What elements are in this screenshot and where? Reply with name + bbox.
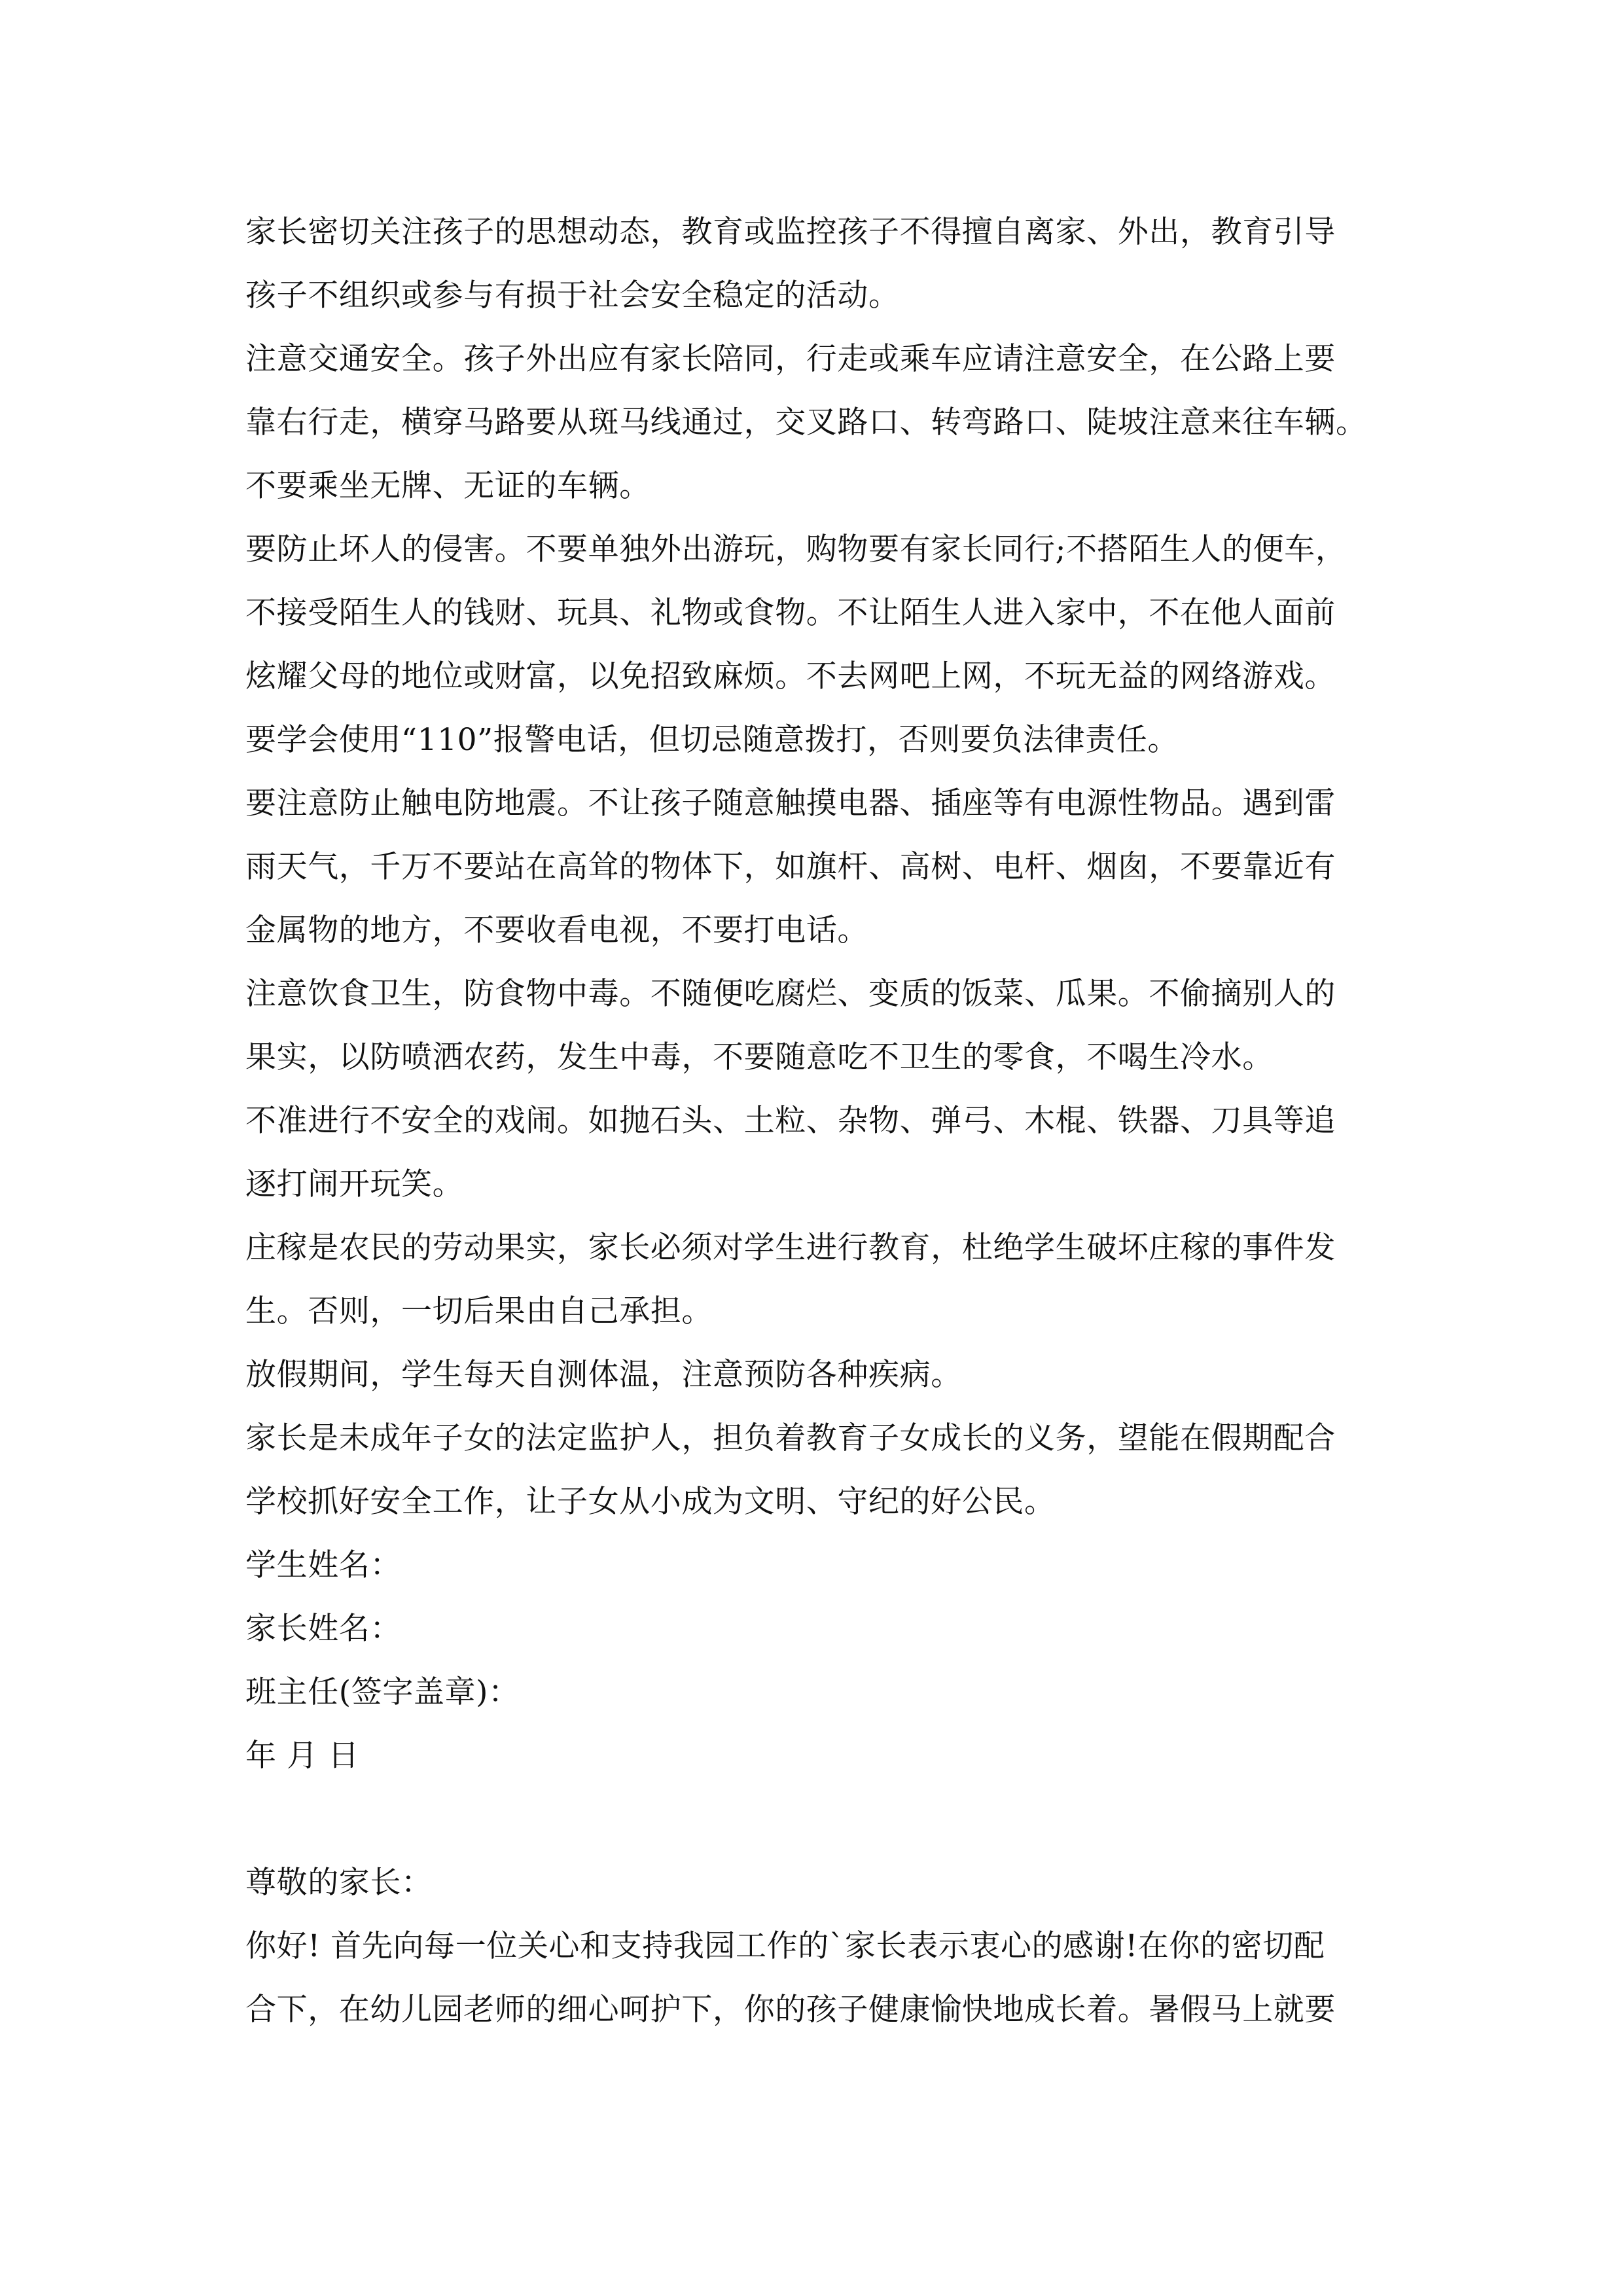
text-line: 不接受陌生人的钱财、玩具、礼物或食物。不让陌生人进入家中，不在他人面前 [245,595,1336,631]
text-line: 家长是未成年子女的法定监护人，担负着教育子女成长的义务，望能在假期配合 [245,1420,1336,1456]
text-line: 不准进行不安全的戏闹。如抛石头、土粒、杂物、弹弓、木棍、铁器、刀具等追 [245,1103,1336,1139]
teacher-signature-field-label: 班主任(签字盖章)： [245,1674,520,1710]
text-line: 要学会使用“110”报警电话，但切忌随意拨打，否则要负法律责任。 [245,722,1179,758]
text-line: 放假期间，学生每天自测体温，注意预防各种疾病。 [245,1357,962,1393]
text-line: 果实，以防喷洒农药，发生中毒，不要随意吃不卫生的零食，不喝生冷水。 [245,1039,1274,1075]
text-line: 庄稼是农民的劳动果实，家长必须对学生进行教育，杜绝学生破坏庄稼的事件发 [245,1230,1336,1266]
student-name-field-label: 学生姓名： [245,1547,401,1583]
text-line: 逐打闹开玩笑。 [245,1166,464,1202]
text-line: 炫耀父母的地位或财富，以免招致麻烦。不去网吧上网，不玩无益的网络游戏。 [245,658,1336,694]
text-line: 要注意防止触电防地震。不让孩子随意触摸电器、插座等有电源性物品。遇到雷 [245,785,1336,821]
text-line: 雨天气，千万不要站在高耸的物体下，如旗杆、高树、电杆、烟囱，不要靠近有 [245,849,1336,885]
text-line: 学校抓好安全工作，让子女从小成为文明、守纪的好公民。 [245,1484,1056,1520]
date-field-label: 年 月 日 [245,1738,359,1774]
letter-salutation: 尊敬的家长： [245,1865,433,1901]
document-body [245,200,1384,2041]
section-divider-space [245,1787,1384,1851]
text-line: 生。否则，一切后果由自己承担。 [245,1293,713,1329]
parent-name-field-label: 家长姓名： [245,1611,401,1647]
text-line: 不要乘坐无牌、无证的车辆。 [245,468,651,504]
text-line: 要防止坏人的侵害。不要单独外出游玩，购物要有家长同行;不搭陌生人的便车， [245,531,1347,567]
text-line: 靠右行走，横穿马路要从斑马线通过，交叉路口、转弯路口、陡坡注意来往车辆。 [245,404,1367,440]
text-line: 你好! 首先向每一位关心和支持我园工作的`家长表示衷心的感谢!在你的密切配 [245,1928,1325,1964]
text-line: 孩子不组织或参与有损于社会安全稳定的活动。 [245,278,900,314]
text-line: 金属物的地方，不要收看电视，不要打电话。 [245,912,868,948]
text-line: 注意饮食卫生，防食物中毒。不随便吃腐烂、变质的饭菜、瓜果。不偷摘别人的 [245,976,1336,1012]
text-line: 合下，在幼儿园老师的细心呵护下，你的孩子健康愉快地成长着。暑假马上就要 [245,1992,1336,2028]
text-line: 注意交通安全。孩子外出应有家长陪同，行走或乘车应请注意安全，在公路上要 [245,341,1336,377]
text-line: 家长密切关注孩子的思想动态，教育或监控孩子不得擅自离家、外出，教育引导 [245,214,1336,250]
